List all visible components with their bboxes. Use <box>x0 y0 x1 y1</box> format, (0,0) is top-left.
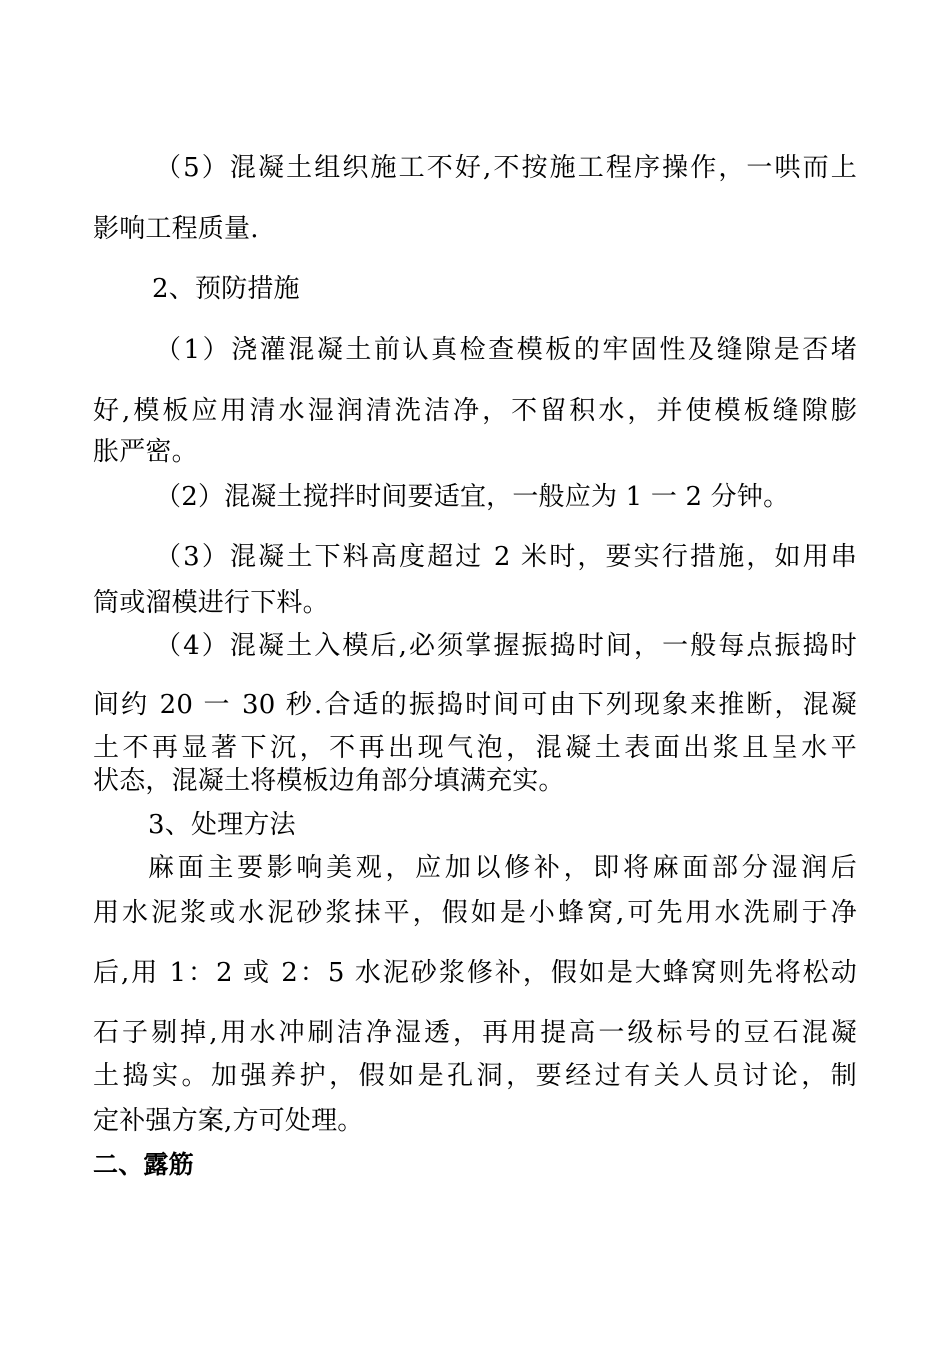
paragraph-line: 后,用 1：2 或 2：5 水泥砂浆修补，假如是大蜂窝则先将松动 <box>93 958 857 988</box>
paragraph-line: 状态，混凝土将模板边角部分填满充实。 <box>93 766 565 796</box>
paragraph-line: （1）浇灌混凝土前认真检查模板的牢固性及缝隙是否堵 <box>155 335 857 365</box>
paragraph-line: 麻面主要影响美观，应加以修补，即将麻面部分湿润后 <box>148 853 857 883</box>
paragraph-line: 间约 20 一 30 秒.合适的振捣时间可由下列现象来推断，混凝 <box>93 690 857 720</box>
paragraph-line: 用水泥浆或水泥砂浆抹平，假如是小蜂窝,可先用水洗刷于净 <box>93 898 857 928</box>
paragraph-line: （4）混凝土入模后,必须掌握振捣时间，一般每点振捣时 <box>155 631 857 661</box>
paragraph-line: （3）混凝土下料高度超过 2 米时，要实行措施，如用串 <box>155 542 857 572</box>
section-title: 3、处理方法 <box>148 810 296 840</box>
paragraph-line: （5）混凝土组织施工不好,不按施工程序操作，一哄而上 <box>155 153 857 183</box>
section-title: 2、预防措施 <box>152 274 300 304</box>
paragraph-line: （2）混凝土搅拌时间要适宜，一般应为 1 一 2 分钟。 <box>155 482 790 512</box>
paragraph-line: 土不再显著下沉，不再出现气泡，混凝土表面出浆且呈水平 <box>93 733 857 763</box>
paragraph-line: 定补强方案,方可处理。 <box>93 1106 364 1136</box>
paragraph-line: 影响工程质量. <box>93 214 259 244</box>
paragraph-line: 胀严密。 <box>93 437 198 467</box>
paragraph-line: 石子剔掉,用水冲刷洁净湿透，再用提高一级标号的豆石混凝 <box>93 1018 857 1048</box>
paragraph-line: 土捣实。加强养护，假如是孔洞，要经过有关人员讨论，制 <box>93 1061 857 1091</box>
paragraph-line: 好,模板应用清水湿润清洗洁净，不留积水，并使模板缝隙膨 <box>93 396 857 426</box>
chapter-heading: 二、露筋 <box>93 1150 194 1179</box>
paragraph-line: 筒或溜模进行下料。 <box>93 588 329 618</box>
